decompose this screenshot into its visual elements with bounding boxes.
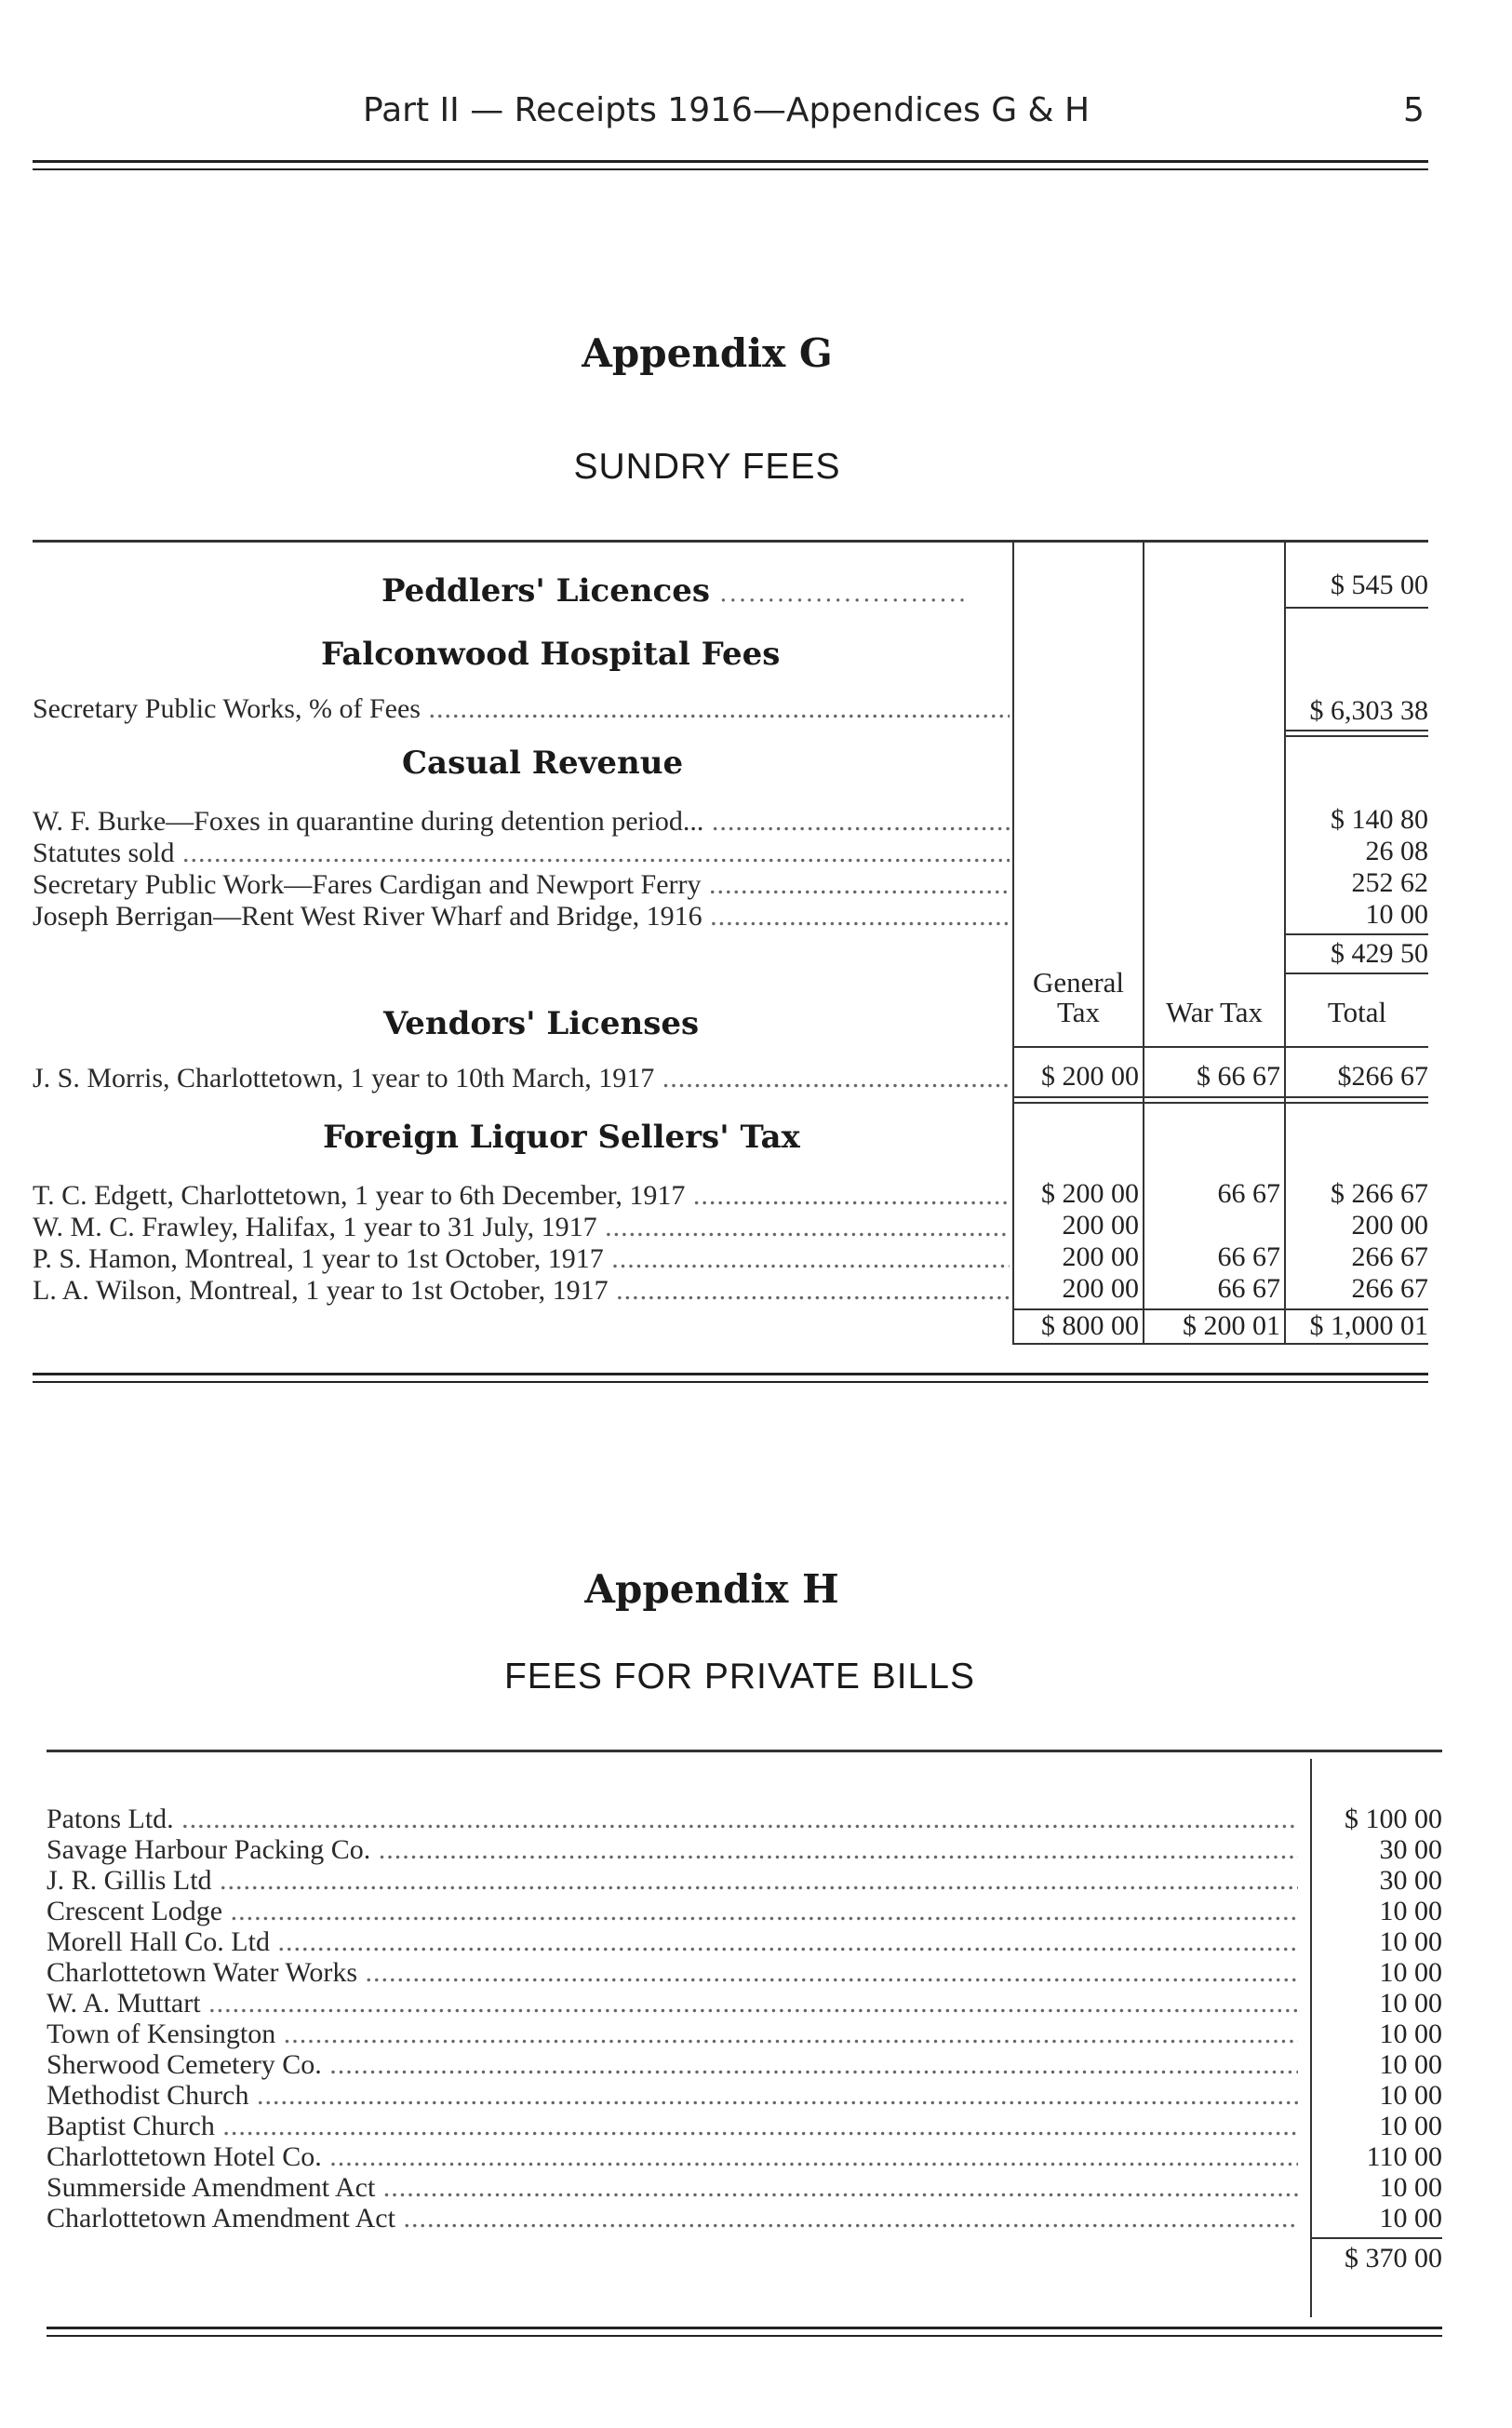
private-bill-label: Charlottetown Hotel Co. .....	[47, 2141, 1298, 2173]
private-bill-amount: 10 00	[1379, 2049, 1442, 2080]
page-number: 5	[1403, 91, 1425, 129]
foreign-row-4	[33, 1275, 1010, 1314]
casual-row-3-amount: 252 62	[1351, 867, 1428, 898]
falconwood-heading: Falconwood Hospital Fees	[321, 636, 781, 673]
foreign-row-3-war: 66 67	[1217, 1241, 1280, 1272]
casual-row-2-amount: 26 08	[1365, 836, 1428, 866]
appendix-g-end-rule-1	[33, 1373, 1428, 1375]
foreign-row-1-war: 66 67	[1217, 1178, 1280, 1209]
foreign-row-1-general: $ 200 00	[1041, 1178, 1139, 1209]
foreign-row-4-general: 200 00	[1062, 1273, 1139, 1304]
falconwood-total-rule-2	[1286, 735, 1428, 737]
header-rule-top	[33, 160, 1428, 163]
foreign-row-1-label: T. C. Edgett, Charlottetown, 1 year to 6th December, 1917 .....	[33, 1180, 1010, 1212]
vendors-row-label: J. S. Morris, Charlottetown, 1 year to 10th March, 1917 .....	[33, 1063, 1010, 1094]
appendix-g-subtitle: SUNDRY FEES	[573, 447, 841, 487]
private-bill-label: Charlottetown Amendment Act .....	[47, 2203, 1298, 2234]
private-bill-amount: 30 00	[1379, 1865, 1442, 1896]
private-bills-total-rule	[1312, 2237, 1442, 2239]
foreign-total-rule	[1012, 1343, 1428, 1345]
appendix-h-title: Appendix H	[584, 1566, 839, 1612]
foreign-total-total: $ 1,000 01	[1309, 1310, 1428, 1341]
vendors-header-rule	[1012, 1046, 1428, 1048]
casual-row-2-label: Statutes sold .....	[33, 838, 1010, 869]
peddlers-total: $ 545 00	[1331, 570, 1428, 600]
private-bill-amount: 10 00	[1379, 2111, 1442, 2141]
private-bill-amount: 110 00	[1366, 2141, 1442, 2172]
col-header-general-tax: General Tax	[1032, 966, 1125, 1028]
casual-row-4	[33, 901, 1010, 940]
private-bill-label: Morell Hall Co. Ltd .....	[47, 1926, 1298, 1958]
foreign-heading: Foreign Liquor Sellers' Tax	[323, 1119, 800, 1156]
table-g-top-rule	[33, 540, 1428, 543]
foreign-total-war: $ 200 01	[1183, 1310, 1280, 1341]
private-bill-label: Charlottetown Water Works .....	[47, 1957, 1298, 1989]
private-bill-label: Crescent Lodge .....	[47, 1896, 1298, 1927]
private-bill-label: Savage Harbour Packing Co. .....	[47, 1834, 1298, 1866]
col-header-war-tax: War Tax	[1165, 996, 1264, 1028]
appendix-g-end-rule-2	[33, 1381, 1428, 1383]
foreign-row-3-label: P. S. Hamon, Montreal, 1 year to 1st October, 1917 .....	[33, 1243, 1010, 1275]
casual-total: $ 429 50	[1331, 938, 1428, 969]
vendors-row-total: $266 67	[1337, 1061, 1428, 1092]
foreign-row-2-total: 200 00	[1351, 1210, 1428, 1241]
casual-row-1-label: W. F. Burke—Foxes in quarantine during detention period... .....	[33, 806, 1010, 838]
list-item	[47, 2203, 1298, 2242]
private-bill-amount: 10 00	[1379, 1988, 1442, 2019]
private-bill-amount: 10 00	[1379, 2203, 1442, 2233]
private-bill-label: J. R. Gillis Ltd .....	[47, 1865, 1298, 1897]
casual-heading: Casual Revenue	[402, 744, 684, 782]
foreign-total-general: $ 800 00	[1041, 1310, 1139, 1341]
foreign-row-2-general: 200 00	[1062, 1210, 1139, 1241]
private-bill-label: Town of Kensington .....	[47, 2019, 1298, 2050]
peddlers-heading: Peddlers' Licences ..........................	[381, 572, 969, 610]
falconwood-row	[33, 693, 1010, 732]
foreign-row-4-total: 266 67	[1351, 1273, 1428, 1304]
private-bill-amount: 10 00	[1379, 1926, 1442, 1957]
private-bill-label: Methodist Church .....	[47, 2080, 1298, 2112]
foreign-row-2-label: W. M. C. Frawley, Halifax, 1 year to 31 July, 1917 .....	[33, 1212, 1010, 1243]
vendors-total-rule-2	[1012, 1102, 1428, 1104]
page-end-rule-1	[47, 2327, 1442, 2329]
casual-row-4-amount: 10 00	[1365, 899, 1428, 930]
private-bill-amount: 10 00	[1379, 1957, 1442, 1988]
header-rule-bottom	[33, 168, 1428, 170]
private-bills-total: $ 370 00	[1345, 2243, 1442, 2274]
falconwood-total: $ 6,303 38	[1309, 695, 1428, 726]
vendors-row	[33, 1063, 1010, 1102]
private-bill-amount: 10 00	[1379, 2080, 1442, 2111]
falconwood-row-label: Secretary Public Works, % of Fees .....	[33, 693, 1010, 725]
vendors-row-general: $ 200 00	[1041, 1061, 1139, 1092]
casual-row-3-label: Secretary Public Work—Fares Cardigan and Newport Ferry .....	[33, 869, 1010, 901]
page-end-rule-2	[47, 2335, 1442, 2337]
falconwood-total-rule-1	[1286, 730, 1428, 731]
casual-total-rule	[1286, 973, 1428, 974]
foreign-row-4-war: 66 67	[1217, 1273, 1280, 1304]
vendors-total-rule-1	[1012, 1096, 1428, 1098]
private-bill-amount: 10 00	[1379, 2172, 1442, 2203]
private-bill-amount: 10 00	[1379, 2019, 1442, 2049]
private-bill-label: Baptist Church .....	[47, 2111, 1298, 2142]
private-bill-label: Sherwood Cemetery Co. .....	[47, 2049, 1298, 2081]
casual-row-4-label: Joseph Berrigan—Rent West River Wharf and Bridge, 1916 .....	[33, 901, 1010, 932]
foreign-row-1-total: $ 266 67	[1331, 1178, 1428, 1209]
vendors-heading: Vendors' Licenses	[383, 1005, 700, 1042]
appendix-h-subtitle: FEES FOR PRIVATE BILLS	[503, 1657, 975, 1697]
private-bill-amount: 10 00	[1379, 1896, 1442, 1926]
private-bill-label: Patons Ltd. .....	[47, 1804, 1298, 1835]
running-title: Part II — Receipts 1916—Appendices G & H	[363, 91, 1091, 129]
casual-row-1-amount: $ 140 80	[1331, 804, 1428, 835]
col-divider-war	[1143, 543, 1144, 1345]
casual-subtotal-rule	[1286, 933, 1428, 935]
private-bill-label: W. A. Muttart .....	[47, 1988, 1298, 2019]
private-bill-label: Summerside Amendment Act .....	[47, 2172, 1298, 2204]
peddlers-heading-text: Peddlers' Licences	[381, 572, 711, 610]
private-bill-amount: 30 00	[1379, 1834, 1442, 1865]
private-bill-amount: $ 100 00	[1345, 1804, 1442, 1834]
foreign-row-3-general: 200 00	[1062, 1241, 1139, 1272]
col-header-total: Total	[1327, 996, 1387, 1028]
peddlers-total-rule	[1286, 607, 1428, 609]
foreign-row-3-total: 266 67	[1351, 1241, 1428, 1272]
foreign-row-4-label: L. A. Wilson, Montreal, 1 year to 1st October, 1917 .....	[33, 1275, 1010, 1307]
appendix-g-title: Appendix G	[582, 330, 833, 376]
table-h-top-rule	[47, 1750, 1442, 1752]
vendors-row-war: $ 66 67	[1197, 1061, 1280, 1092]
